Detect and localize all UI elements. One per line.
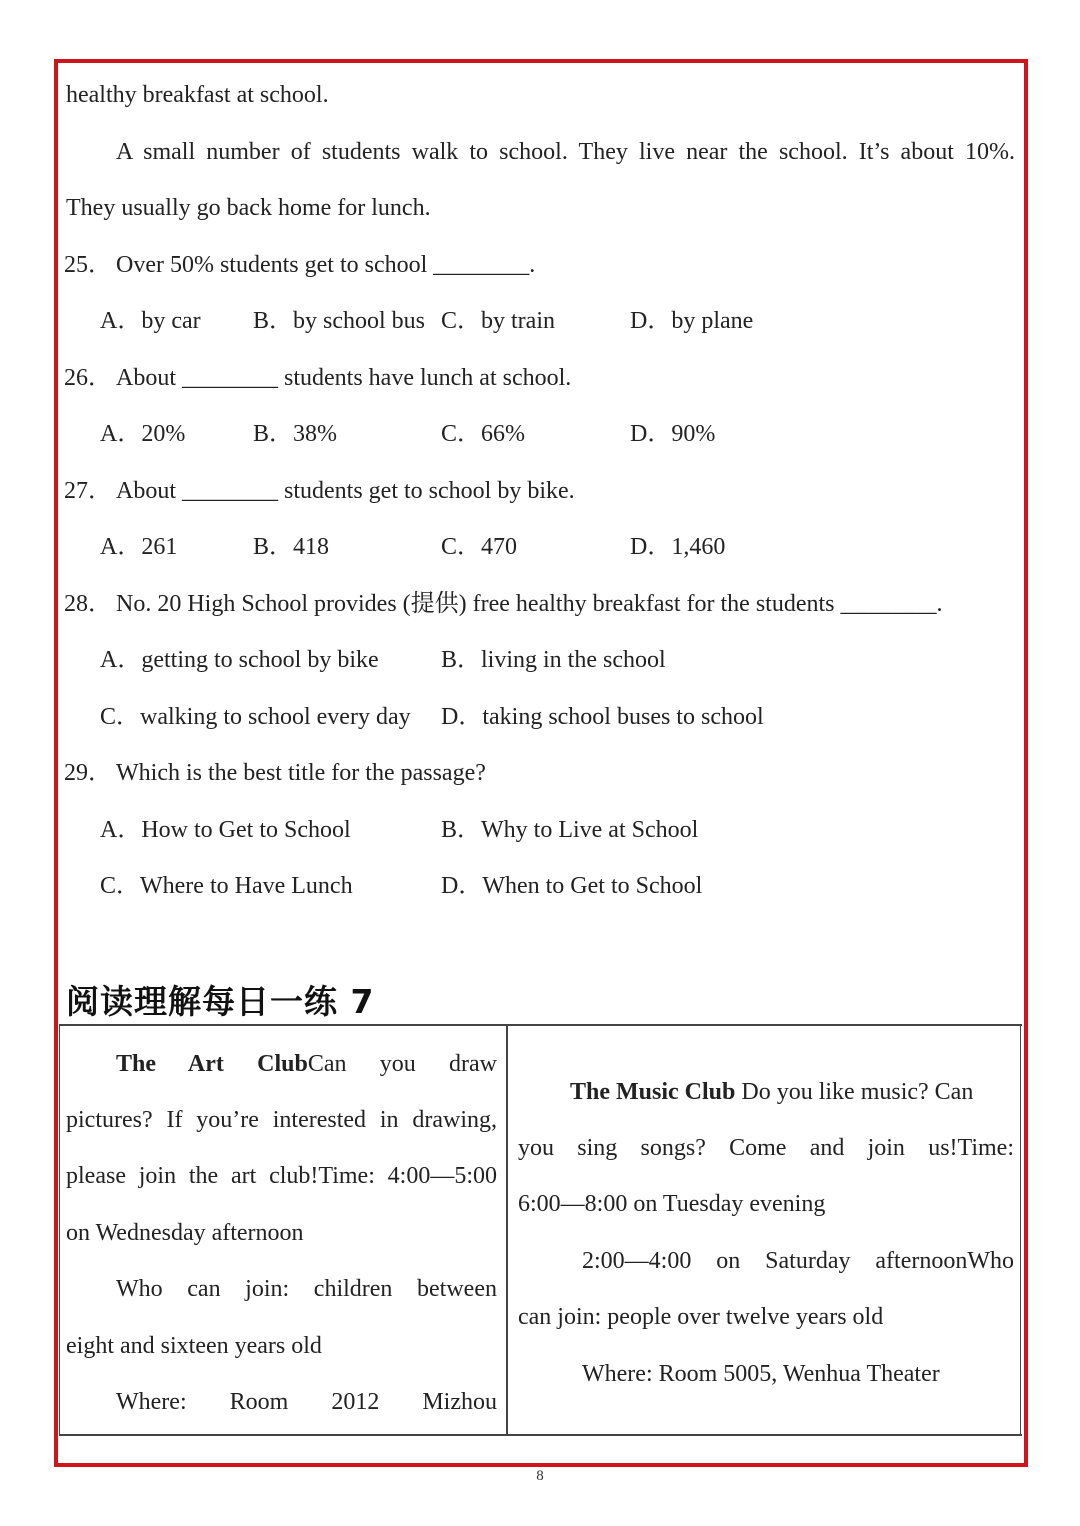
question-stem: No. 20 High School provides (提供) free healthy breakfast for the students ________. <box>116 591 943 617</box>
table-top-border <box>59 1024 1022 1026</box>
art-club-line <box>116 1049 497 1079</box>
option: D．taking school buses to school <box>441 704 764 730</box>
music-club-title: The Music Club <box>570 1079 736 1105</box>
art-club-line: eight and sixteen years old <box>66 1333 322 1359</box>
option: C．by train <box>441 308 555 334</box>
option: A．by car <box>100 308 201 334</box>
question-number: 25． <box>64 252 112 278</box>
art-club-line: pictures? If you’re interested in drawing, <box>66 1107 497 1133</box>
option: A．20% <box>100 421 186 447</box>
art-club-line: Who can join: children between <box>116 1276 497 1302</box>
art-club-line: please join the art club!Time: 4:00—5:00 <box>66 1163 497 1189</box>
section-heading: 阅读理解每日一练 7 <box>66 982 375 1021</box>
passage-line: healthy breakfast at school. <box>66 82 329 108</box>
question-stem: Which is the best title for the passage? <box>116 760 486 786</box>
option: B．by school bus <box>253 308 426 334</box>
question-number: 26． <box>64 365 112 391</box>
art-club-line: Where: Room 2012 Mizhou <box>116 1389 497 1415</box>
passage-line: They usually go back home for lunch. <box>66 195 431 221</box>
question-number: 28． <box>64 591 112 617</box>
music-club-line: 6:00—8:00 on Tuesday evening <box>518 1191 826 1217</box>
music-club-line <box>570 1077 973 1107</box>
question-number: 29． <box>64 760 112 786</box>
question-stem: Over 50% students get to school ________. <box>116 252 536 278</box>
art-club-title: The Art Club <box>116 1051 308 1077</box>
question-stem: About ________ students get to school by bike. <box>116 478 575 504</box>
music-club-intro: Do you like music? Can <box>735 1079 974 1105</box>
art-club-line: on Wednesday afternoon <box>66 1220 304 1246</box>
option: D．90% <box>630 421 716 447</box>
option: B．Why to Live at School <box>441 817 699 843</box>
option: C．470 <box>441 534 518 560</box>
option: D．1,460 <box>630 534 726 560</box>
music-club-line: Where: Room 5005, Wenhua Theater <box>582 1361 940 1387</box>
option: D．When to Get to School <box>441 873 703 899</box>
option: A．getting to school by bike <box>100 647 379 673</box>
music-club-line: you sing songs? Come and join us!Time: <box>518 1135 1014 1161</box>
question-number: 27． <box>64 478 112 504</box>
option: A．261 <box>100 534 178 560</box>
option: A．How to Get to School <box>100 817 351 843</box>
table-left-border <box>59 1025 60 1435</box>
option: B．living in the school <box>441 647 666 673</box>
option: B．418 <box>253 534 330 560</box>
art-club-intro: Can you draw <box>307 1051 497 1077</box>
page-number: 8 <box>536 1468 544 1484</box>
music-club-line: can join: people over twelve years old <box>518 1304 884 1330</box>
question-stem: About ________ students have lunch at school. <box>116 365 572 391</box>
option: D．by plane <box>630 308 754 334</box>
passage-line: A small number of students walk to school. They live near the school. It’s about 10%. <box>116 139 1015 165</box>
option: C．Where to Have Lunch <box>100 873 353 899</box>
option: C．walking to school every day <box>100 704 411 730</box>
table-column-divider <box>506 1025 508 1435</box>
option: C．66% <box>441 421 525 447</box>
music-club-line: 2:00—4:00 on Saturday afternoonWho <box>582 1248 1014 1274</box>
table-right-border <box>1020 1025 1021 1435</box>
option: B．38% <box>253 421 337 447</box>
table-bottom-border <box>59 1434 1022 1436</box>
